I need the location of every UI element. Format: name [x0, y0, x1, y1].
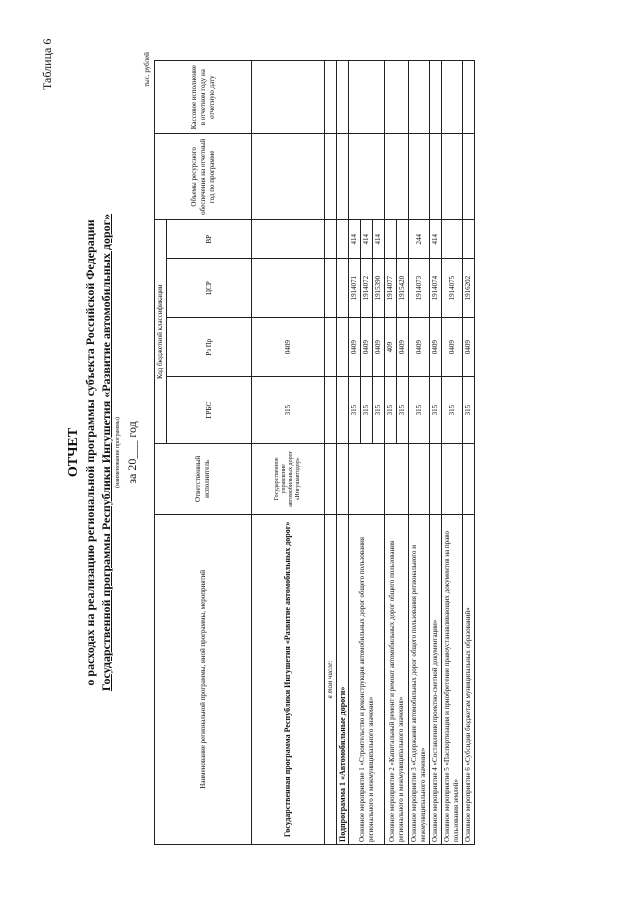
program-row: [252, 61, 325, 845]
table-cell: [325, 220, 337, 259]
activity-executor: [385, 444, 409, 515]
table-row: [349, 61, 361, 845]
header-name: Наименование региональной программы, иной программы, мероприятий: [155, 514, 252, 844]
table-cell: [325, 444, 337, 515]
activity-rzpr: 0409: [349, 318, 361, 377]
table-cell: [337, 318, 349, 377]
program-row-executor: Государственное управление автомобильных дорог «Ингушавтодор»: [252, 444, 325, 515]
activity-csr: 1915390: [373, 259, 385, 318]
table-cell: [325, 377, 337, 444]
activity-executor: [409, 444, 430, 515]
activity-rzpr: 0409: [463, 318, 475, 377]
report-title: ОТЧЕТ: [66, 427, 81, 478]
activity-rzpr: 409: [385, 318, 397, 377]
header-grbs: ГРБС: [167, 377, 252, 444]
activity-volume: [385, 134, 409, 220]
subprogram-row: [337, 61, 349, 845]
activity-grbs: 315: [361, 377, 373, 444]
table-row: [463, 61, 475, 845]
table-row: [409, 61, 430, 845]
report-year: за 20___ год: [125, 421, 139, 484]
table-row: [442, 61, 463, 845]
table-cell: [337, 259, 349, 318]
activity-csr: 1914073: [409, 259, 430, 318]
table-row: [430, 61, 442, 845]
activity-grbs: 315: [385, 377, 397, 444]
table-cell: [252, 61, 325, 134]
activity-rzpr: 0409: [409, 318, 430, 377]
table-cell: [337, 377, 349, 444]
table-cell: [337, 444, 349, 515]
activity-rzpr: 0409: [373, 318, 385, 377]
table-cell: [337, 220, 349, 259]
activity-grbs: 315: [463, 377, 475, 444]
table-cell: [252, 259, 325, 318]
activity-grbs: 315: [397, 377, 409, 444]
activity-grbs: 315: [409, 377, 430, 444]
activity-vr: [397, 220, 409, 259]
units-label: тыс. рублей: [143, 52, 151, 87]
table-cell: [325, 61, 337, 134]
activity-csr: 1916202: [463, 259, 475, 318]
activity-name: Основное мероприятие 1 «Строительство и реконструкция автомобильных дорог общего пользования регионального и межмуниципального значения»: [349, 514, 385, 844]
activity-volume: [442, 134, 463, 220]
activity-cash: [463, 61, 475, 134]
program-row-grbs: 315: [252, 377, 325, 444]
activity-volume: [349, 134, 385, 220]
activity-volume: [430, 134, 442, 220]
activity-rzpr: 0409: [361, 318, 373, 377]
activity-executor: [349, 444, 385, 515]
table-cell: [337, 134, 349, 220]
activity-executor: [463, 444, 475, 515]
table-cell: [337, 61, 349, 134]
table-cell: [252, 134, 325, 220]
table-number: Таблица 6: [40, 38, 54, 90]
header-csr: ЦСР: [167, 259, 252, 318]
activity-volume: [409, 134, 430, 220]
activity-csr: 1914074: [430, 259, 442, 318]
activity-name: Основное мероприятие 5 «Паспортизация и приобретение правоустанавливающих документов на право пользования землей»: [442, 514, 463, 844]
activity-csr: 1914075: [442, 259, 463, 318]
program-row-name: Государственная программа Республики Ингушетия «Развитие автомобильных дорог»: [252, 514, 325, 844]
program-row-rzpr: 0409: [252, 318, 325, 377]
table-cell: [252, 220, 325, 259]
activity-vr: [463, 220, 475, 259]
activity-csr: 1914077: [385, 259, 397, 318]
activity-cash: [442, 61, 463, 134]
activity-cash: [430, 61, 442, 134]
activity-csr: 1915420: [397, 259, 409, 318]
including-row: [325, 61, 337, 845]
header-cash: Кассовое исполнение в отчетном году на отчетную дату: [155, 61, 252, 134]
header-volume: Объемы ресурсного обеспечения на отчетный год по программе: [155, 134, 252, 220]
activity-vr: 414: [349, 220, 361, 259]
activity-name: Основное мероприятие 3 «Содержание автомобильных дорог общего пользования регионального и межмуниципального значения»: [409, 514, 430, 844]
header-kbk: Код бюджетной классификации: [155, 220, 167, 444]
activity-vr: 414: [373, 220, 385, 259]
activity-cash: [385, 61, 409, 134]
header-vr: ВР: [167, 220, 252, 259]
activity-grbs: 315: [442, 377, 463, 444]
table-body: [252, 61, 475, 845]
activity-rzpr: 0409: [430, 318, 442, 377]
report-title-block: [66, 0, 140, 905]
activity-grbs: 315: [373, 377, 385, 444]
activity-volume: [463, 134, 475, 220]
program-name: Государственной программы Республики Ингушетия «Развитие автомобильных дорог»: [99, 213, 113, 692]
activity-vr: [385, 220, 397, 259]
program-name-caption: (наименование программы): [115, 417, 121, 488]
activity-executor: [430, 444, 442, 515]
activity-name: Основное мероприятие 6 «Субсидии бюджетам муниципальных образований»: [463, 514, 475, 844]
table-cell: [325, 259, 337, 318]
header-executor: Ответственный исполнитель: [155, 444, 252, 515]
including-label: в том числе:: [325, 514, 337, 844]
expenses-table: [154, 60, 475, 845]
activity-vr: 414: [361, 220, 373, 259]
activity-grbs: 315: [349, 377, 361, 444]
activity-csr: 1914071: [349, 259, 361, 318]
activity-grbs: 315: [430, 377, 442, 444]
activity-vr: 414: [430, 220, 442, 259]
activity-csr: 1914072: [361, 259, 373, 318]
activity-cash: [349, 61, 385, 134]
activity-vr: 244: [409, 220, 430, 259]
activity-name: Основное мероприятие 4 «Составление проектно-сметной документации»: [430, 514, 442, 844]
activity-rzpr: 0409: [442, 318, 463, 377]
table-cell: [325, 134, 337, 220]
header-rzpr: Рз Пр: [167, 318, 252, 377]
activity-name: Основное мероприятие 2 «Капитальный ремонт и ремонт автомобильных дорог общего пользования регионального и межмуниципального значения»: [385, 514, 409, 844]
activity-vr: [442, 220, 463, 259]
activity-cash: [409, 61, 430, 134]
activity-rzpr: 0409: [397, 318, 409, 377]
activity-executor: [442, 444, 463, 515]
table-row: [385, 61, 397, 845]
report-subtitle: о расходах на реализацию региональной программы субъекта Российской Федерации: [83, 219, 97, 686]
subprogram-label: Подпрограмма 1 «Автомобильные дороги»: [337, 514, 349, 844]
table-cell: [325, 318, 337, 377]
